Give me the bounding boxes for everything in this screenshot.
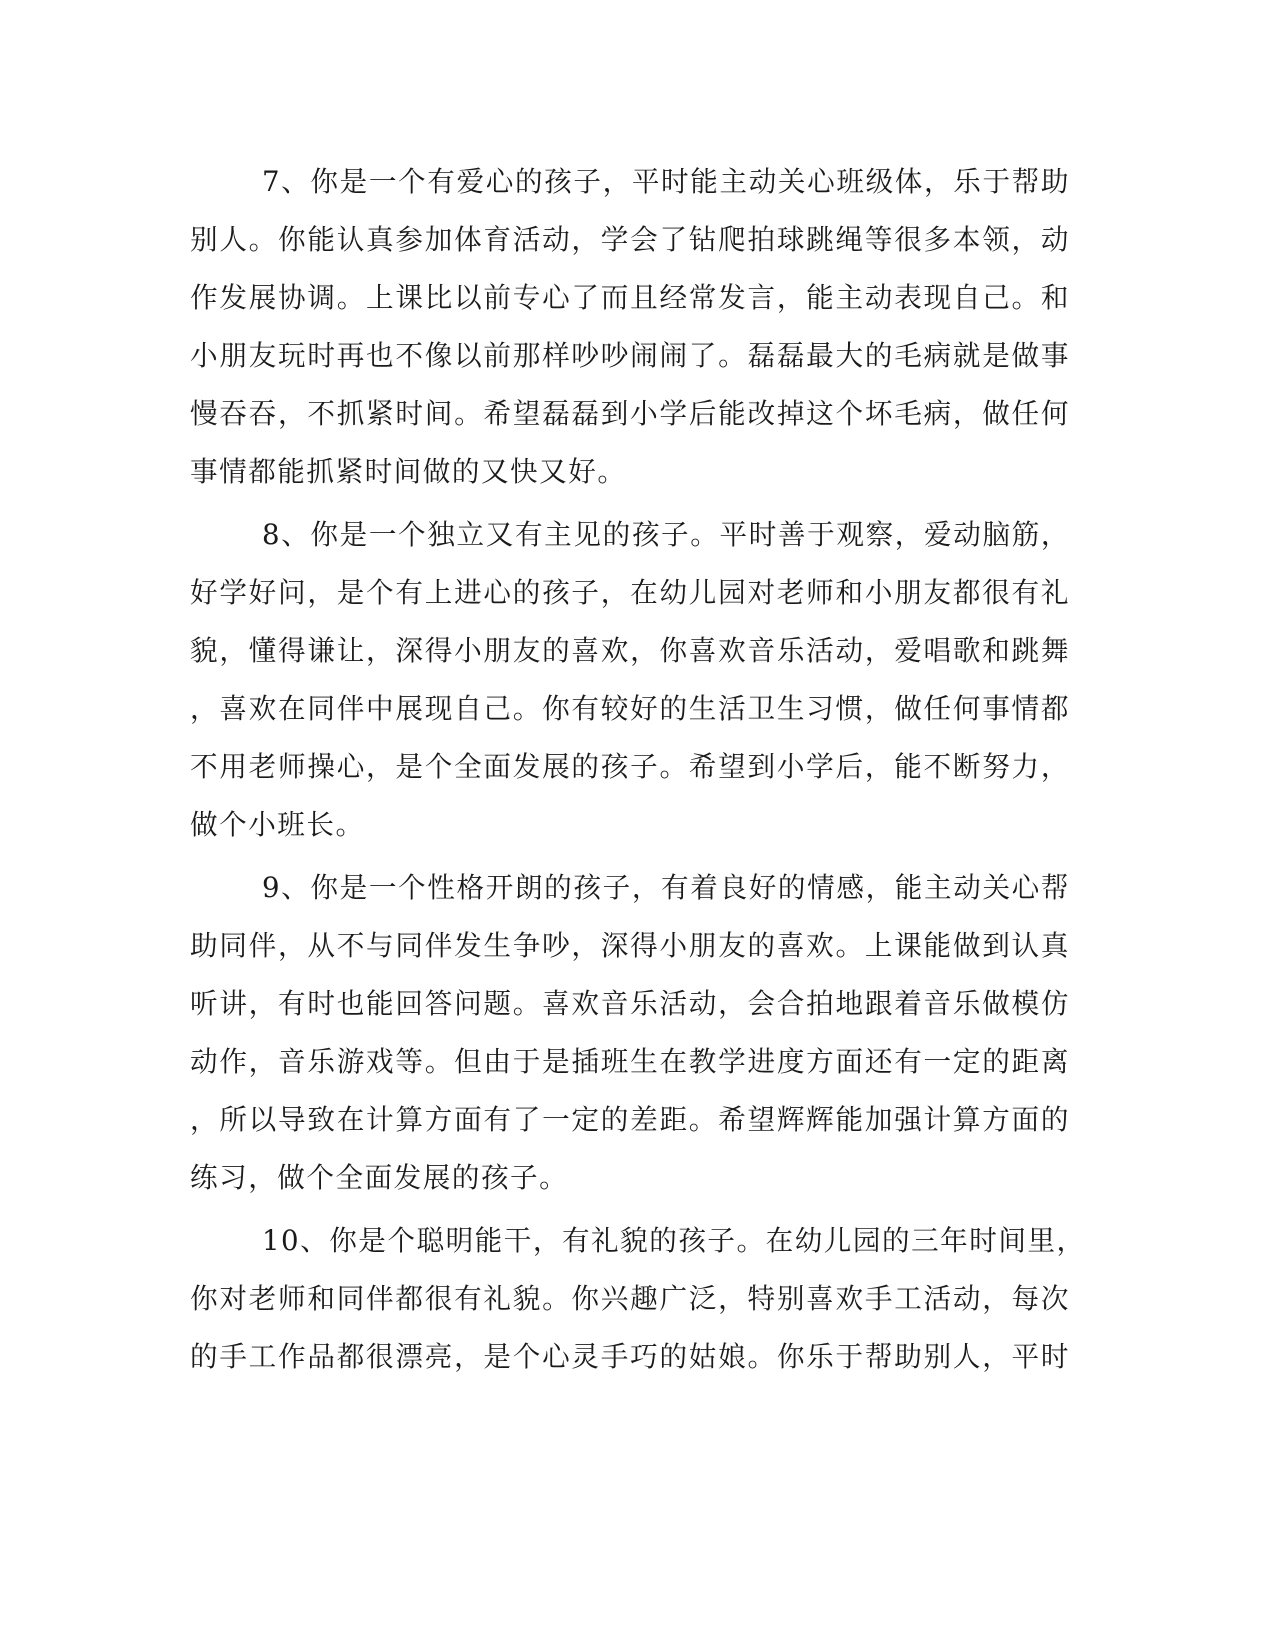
paragraph-line: ，所以导致在计算方面有了一定的差距。希望辉辉能加强计算方面的	[190, 1103, 1070, 1136]
paragraph-line: 事情都能抓紧时间做的又快又好。	[190, 455, 627, 488]
paragraph-line: 好学好问，是个有上进心的孩子，在幼儿园对老师和小朋友都很有礼	[190, 576, 1070, 609]
paragraph-line: 不用老师操心，是个全面发展的孩子。希望到小学后，能不断努力，	[190, 750, 1070, 783]
paragraph-line: 练习，做个全面发展的孩子。	[190, 1161, 569, 1194]
paragraph-line: ，喜欢在同伴中展现自己。你有较好的生活卫生习惯，做任何事情都	[190, 692, 1070, 725]
paragraph-line: 听讲，有时也能回答问题。喜欢音乐活动，会合拍地跟着音乐做模仿	[190, 987, 1070, 1020]
paragraph-line: 的手工作品都很漂亮，是个心灵手巧的姑娘。你乐于帮助别人，平时	[190, 1340, 1070, 1373]
paragraph-line: 动作，音乐游戏等。但由于是插班生在教学进度方面还有一定的距离	[190, 1045, 1070, 1078]
paragraph-line: 做个小班长。	[190, 808, 365, 841]
paragraph-line: 慢吞吞，不抓紧时间。希望磊磊到小学后能改掉这个坏毛病，做任何	[190, 397, 1070, 430]
paragraph-line: 8、你是一个独立又有主见的孩子。平时善于观察，爱动脑筋，	[262, 518, 1070, 551]
paragraph-line: 你对老师和同伴都很有礼貌。你兴趣广泛，特别喜欢手工活动，每次	[190, 1282, 1070, 1315]
paragraph-line: 助同伴，从不与同伴发生争吵，深得小朋友的喜欢。上课能做到认真	[190, 929, 1070, 962]
paragraph-line: 10、你是个聪明能干，有礼貌的孩子。在幼儿园的三年时间里，	[262, 1224, 1086, 1257]
paragraph-line: 小朋友玩时再也不像以前那样吵吵闹闹了。磊磊最大的毛病就是做事	[190, 339, 1070, 372]
paragraph-line: 7、你是一个有爱心的孩子，平时能主动关心班级体，乐于帮助	[262, 165, 1070, 198]
paragraph-line: 别人。你能认真参加体育活动，学会了钻爬拍球跳绳等很多本领，动	[190, 223, 1070, 256]
paragraph-line: 9、你是一个性格开朗的孩子，有着良好的情感，能主动关心帮	[262, 871, 1070, 904]
paragraph-line: 作发展协调。上课比以前专心了而且经常发言，能主动表现自己。和	[190, 281, 1070, 314]
paragraph-line: 貌，懂得谦让，深得小朋友的喜欢，你喜欢音乐活动，爱唱歌和跳舞	[190, 634, 1070, 667]
